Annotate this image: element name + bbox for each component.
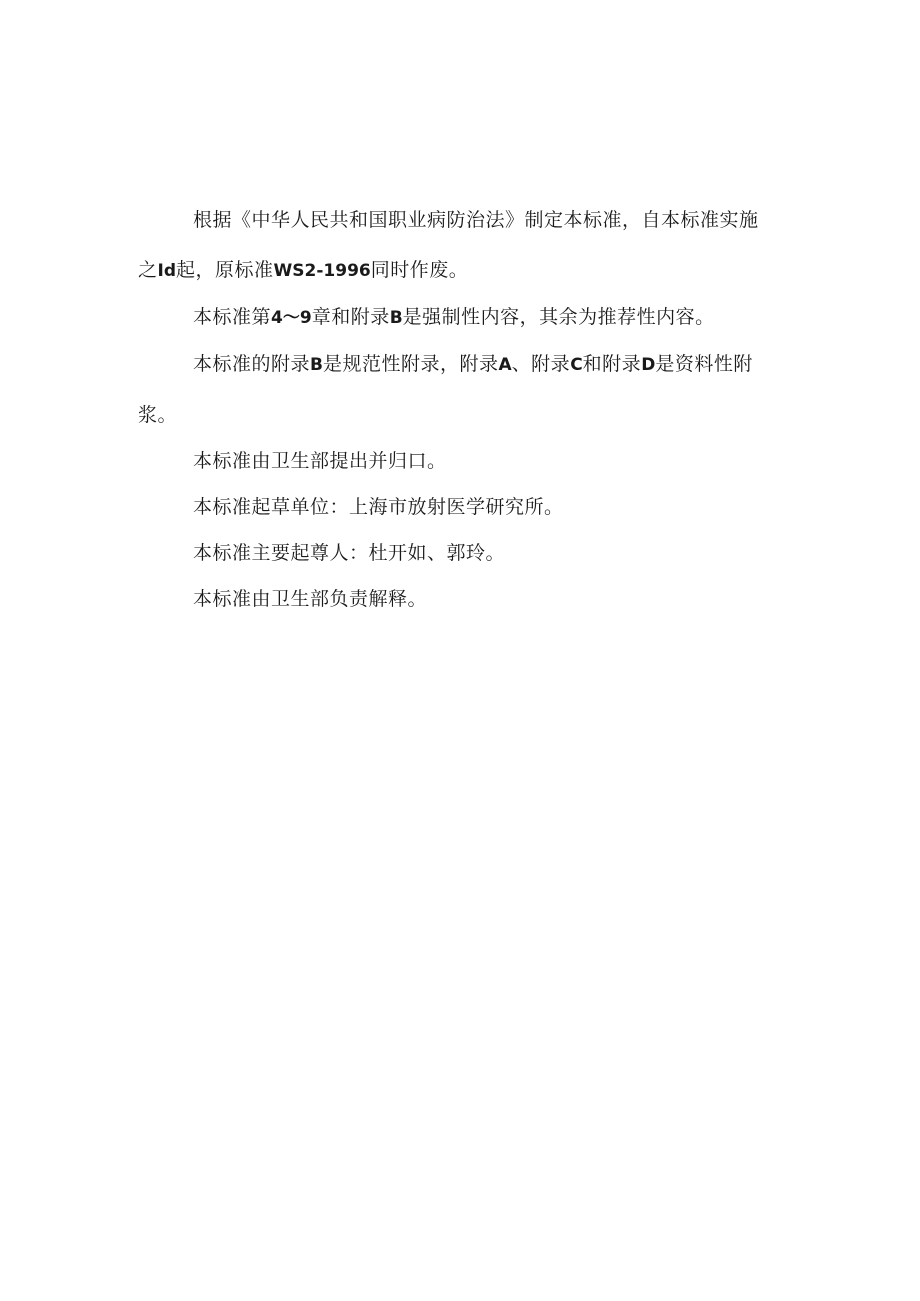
chapter-range: 4～9	[271, 308, 312, 328]
paragraph-mandatory	[138, 305, 778, 330]
text-segment: 同时作废。	[370, 259, 469, 281]
appendix-letter: C	[570, 355, 583, 375]
text-segment: 是强制性内容，其余为推荐性内容。	[402, 306, 715, 328]
appendix-letter: A	[498, 355, 512, 375]
text-segment: 和附录	[582, 353, 642, 375]
paragraph-interpretation: 本标准由卫生部负责解释。	[193, 588, 428, 610]
appendix-letter: B	[389, 308, 403, 328]
paragraph-appendix	[138, 352, 778, 427]
appendix-letter: B	[310, 355, 323, 375]
text-segment: 是规范性附录，附录	[322, 353, 499, 375]
text-segment: 、附录	[511, 353, 571, 375]
text-segment-bold: Id	[157, 261, 177, 281]
text-segment: 是资料性附	[655, 353, 753, 375]
paragraph-drafters: 本标准主要起尊人：杜开如、郭玲。	[193, 542, 506, 564]
paragraph-appendix-line1	[138, 352, 778, 377]
text-segment: 章和附录	[311, 306, 390, 328]
text-segment: 本标准的附录	[193, 353, 311, 375]
document-body	[138, 208, 778, 633]
paragraph-basis-line2	[138, 258, 778, 283]
text-segment: 之	[138, 259, 158, 281]
paragraph-appendix-line2: 浆。	[138, 404, 178, 426]
paragraph-basis	[138, 208, 778, 283]
paragraph-drafting-unit: 本标准起草单位：上海市放射医学研究所。	[193, 496, 564, 518]
text-segment: 起，原标准	[176, 259, 274, 281]
appendix-letter: D	[641, 355, 656, 375]
paragraph-basis-line1: 根据《中华人民共和国职业病防治法》制定本标准，自本标准实施	[193, 209, 759, 231]
standard-code: WS2-1996	[273, 261, 371, 281]
paragraph-proposer: 本标准由卫生部提出并归口。	[193, 450, 447, 472]
text-segment: 本标准第	[193, 306, 272, 328]
